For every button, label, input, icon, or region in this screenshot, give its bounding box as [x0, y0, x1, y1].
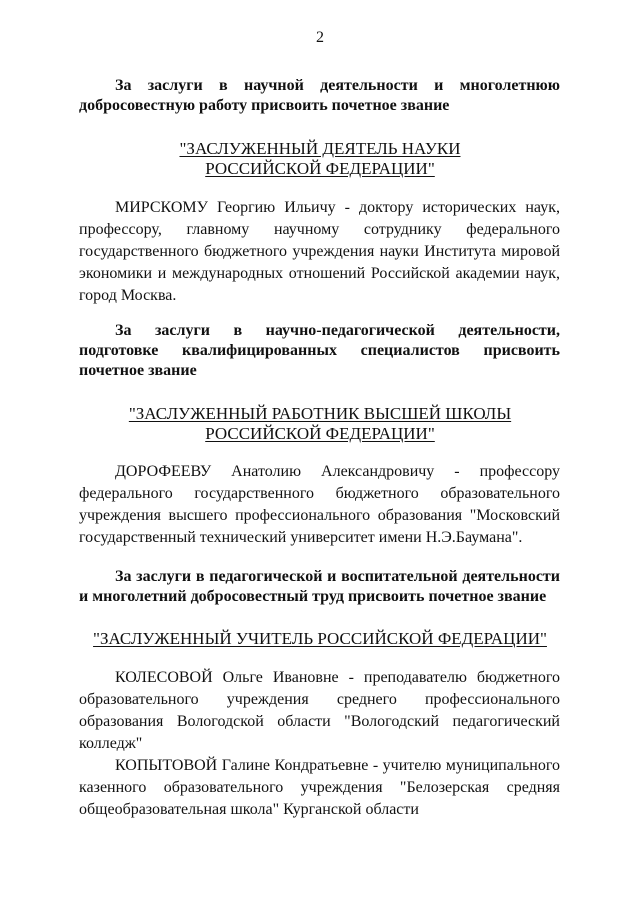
page-number: 2 — [316, 29, 324, 46]
award-reason-science: За заслуги в научной деятельности и многолетнюю добросовестную работу присвоить почетное звание — [79, 77, 560, 114]
award-reason-teacher: За заслуги в педагогической и воспитательной деятельности и многолетний добросовестный труд присвоить почетное звание — [79, 568, 560, 605]
award-title-line: РОССИЙСКОЙ ФЕДЕРАЦИИ" — [205, 424, 435, 443]
awardee-kopytova: КОПЫТОВОЙ Галине Кондратьевне - учителю муниципального казенного образовательного учреждения "Белозерская средняя общеобразовательная школа" Курганской области — [79, 757, 560, 818]
award-title-line: РОССИЙСКОЙ ФЕДЕРАЦИИ" — [205, 159, 435, 178]
award-reason-higher-school: За заслуги в научно-педагогической деятельности, подготовке квалифицированных специалистов присвоить почетное звание — [79, 322, 560, 379]
awardee-dorofeev: ДОРОФЕЕВУ Анатолию Александровичу - профессору федерального государственного бюджетного образовательного учреждения высшего профессионального образования "Московский государственный технический университет имени Н.Э.Баумана". — [79, 463, 560, 546]
award-title-line: "ЗАСЛУЖЕННЫЙ УЧИТЕЛЬ РОССИЙСКОЙ ФЕДЕРАЦИИ" — [93, 629, 547, 648]
award-title-line: "ЗАСЛУЖЕННЫЙ ДЕЯТЕЛЬ НАУКИ — [179, 139, 461, 158]
awardee-mirsky: МИРСКОМУ Георгию Ильичу - доктору исторических наук, профессору, главному научному сотруднику федерального государственного бюджетного учреждения науки Института мировой экономики и международных отношений Российской академии наук, город Москва. — [79, 199, 560, 304]
award-title-higher-school — [0, 404, 640, 444]
award-title-teacher — [0, 629, 640, 649]
award-title-science — [0, 139, 640, 179]
award-title-line: "ЗАСЛУЖЕННЫЙ РАБОТНИК ВЫСШЕЙ ШКОЛЫ — [128, 404, 512, 423]
awardee-kolesova: КОЛЕСОВОЙ Ольге Ивановне - преподавателю бюджетного образовательного учреждения среднего профессионального образования Вологодской области "Вологодский педагогический колледж" — [79, 669, 560, 752]
